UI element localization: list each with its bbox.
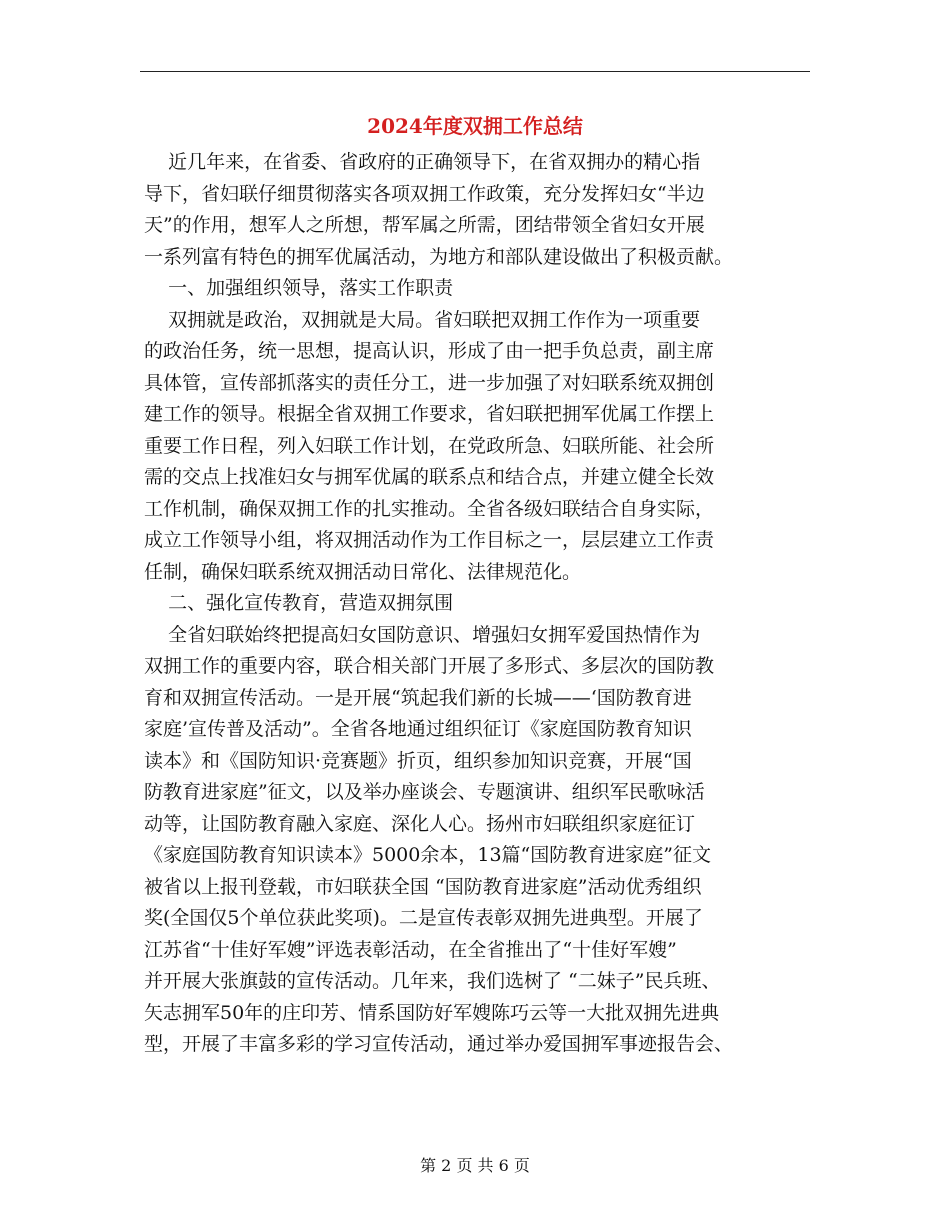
body-line: 导下，省妇联仔细贯彻落实各项双拥工作政策，充分发挥妇女“半边 (144, 182, 705, 205)
body-line: 双拥就是政治，双拥就是大局。省妇联把双拥工作作为一项重要 (144, 308, 701, 331)
body-line: 防教育进家庭”征文，以及举办座谈会、专题演讲、组织军民歌咏活 (144, 781, 705, 803)
body-line: 动等，让国防教育融入家庭、深化人心。扬州市妇联组织家庭征订 (144, 812, 696, 835)
body-line: 读本》和《国防知识·竞赛题》折页，组织参加知识竞赛，开展“国 (144, 749, 692, 772)
body-line: 一系列富有特色的拥军优属活动，为地方和部队建设做出了积极贡献。 (144, 245, 734, 268)
body-line: 型，开展了丰富多彩的学习宣传活动，通过举办爱国拥军事迹报告会、 (144, 1033, 734, 1055)
body-line: 矢志拥军50年的庄印芳、情系国防好军嫂陈巧云等一大批双拥先进典 (144, 1001, 720, 1024)
page-number-footer: 第 2 页 共 6 页 (420, 1156, 530, 1175)
document-body (144, 147, 816, 1061)
body-line: 江苏省“十佳好军嫂”评选表彰活动，在全省推出了“十佳好军嫂” (144, 938, 677, 961)
body-line: 并开展大张旗鼓的宣传活动。几年来，我们选树了 “二妹子”民兵班、 (144, 970, 721, 992)
body-line: 重要工作日程，列入妇联工作计划，在党政所急、妇联所能、社会所 (144, 434, 715, 457)
body-line: 奖(全国仅5个单位获此奖项)。二是宣传表彰双拥先进典型。开展了 (144, 907, 703, 929)
body-line: 的政治任务，统一思想，提高认识，形成了由一把手负总责，副主席 (144, 340, 715, 362)
body-line: 需的交点上找准妇女与拥军优属的联系点和结合点，并建立健全长效 (144, 466, 715, 488)
body-line: 被省以上报刊登载，市妇联获全国 “国防教育进家庭”活动优秀组织 (144, 875, 702, 898)
body-line: 《家庭国防教育知识读本》5000余本，13篇“国防教育进家庭”征文 (144, 844, 711, 866)
body-line: 具体管，宣传部抓落实的责任分工，进一步加强了对妇联系统双拥创 (144, 371, 715, 394)
body-line: 全省妇联始终把提高妇女国防意识、增强妇女拥军爱国热情作为 (144, 623, 701, 646)
body-line: 双拥工作的重要内容，联合相关部门开展了多形式、多层次的国防教 (144, 655, 715, 677)
body-line: 近几年来，在省委、省政府的正确领导下，在省双拥办的精心指 (144, 151, 701, 173)
body-line: 天”的作用，想军人之所想，帮军属之所需，团结带领全省妇女开展 (144, 214, 705, 236)
header-rule (140, 71, 810, 72)
body-line: 育和双拥宣传活动。一是开展“筑起我们新的长城——‘国防教育进 (144, 686, 692, 709)
section-heading: 一、加强组织领导，落实工作职责 (144, 277, 454, 299)
section-heading: 二、强化宣传教育，营造双拥氛围 (144, 592, 454, 614)
body-line: 家庭’宣传普及活动”。全省各地通过组织征订《家庭国防教育知识 (144, 718, 692, 740)
document-title: 2024年度双拥工作总结 (367, 114, 583, 138)
body-line: 成立工作领导小组，将双拥活动作为工作目标之一，层层建立工作责 (144, 529, 715, 551)
body-line: 任制，确保妇联系统双拥活动日常化、法律规范化。 (144, 560, 582, 583)
body-line: 工作机制，确保双拥工作的扎实推动。全省各级妇联结合自身实际， (144, 497, 715, 520)
body-line: 建工作的领导。根据全省双拥工作要求，省妇联把拥军优属工作摆上 (144, 403, 715, 425)
